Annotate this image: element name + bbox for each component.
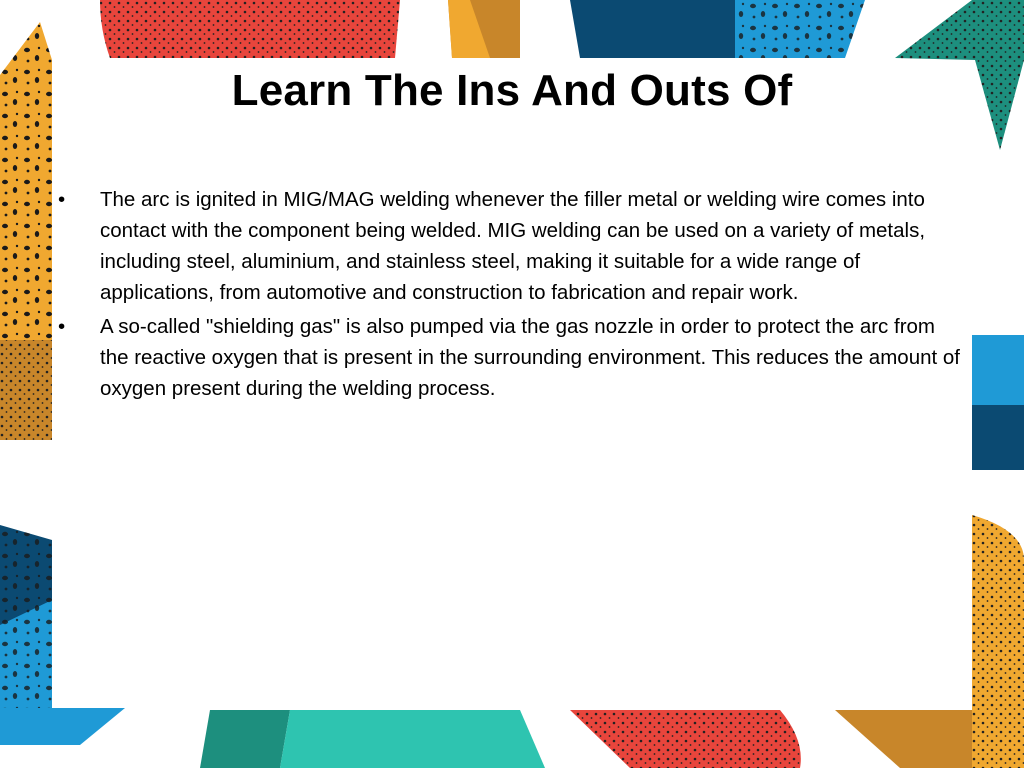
bottom-teal-block [280, 710, 545, 768]
bottom-red-shape [570, 710, 801, 768]
right-blue-block [972, 335, 1024, 405]
left-navy-blue-shape [0, 525, 125, 745]
right-orange-wedge [972, 515, 1024, 768]
bullet-item-2 [58, 311, 968, 404]
bottom-dark-teal-block [200, 710, 290, 768]
right-navy-block [972, 405, 1024, 470]
bullet-text: The arc is ignited in MIG/MAG welding whenever the filler metal or welding wire comes into contact with the component being welded. MIG welding can be used on a variety of metals, including steel, aluminium, and stainless steel, making it suitable for a wide range of applications, from automotive and construction to fabrication and repair work. [100, 188, 926, 304]
slide-title: Learn The Ins And Outs Of [231, 66, 793, 115]
top-brown-block [448, 0, 520, 58]
top-red-shape [100, 0, 400, 58]
bullet-marker: • [58, 188, 66, 211]
bullet-text: A so-called "shielding gas" is also pumped via the gas nozzle in order to protect the arc from the reactive oxygen that is present in the surrounding environment. This reduces the amount of oxygen present during the welding process. [100, 315, 960, 400]
bullet-marker: • [58, 315, 66, 338]
left-brown-block [0, 340, 52, 440]
bullet-item-1 [58, 184, 968, 308]
top-blue-block [735, 0, 865, 58]
bullet-list [58, 184, 968, 407]
bottom-right-brown-wedge [835, 710, 972, 768]
top-navy-block [570, 0, 735, 58]
